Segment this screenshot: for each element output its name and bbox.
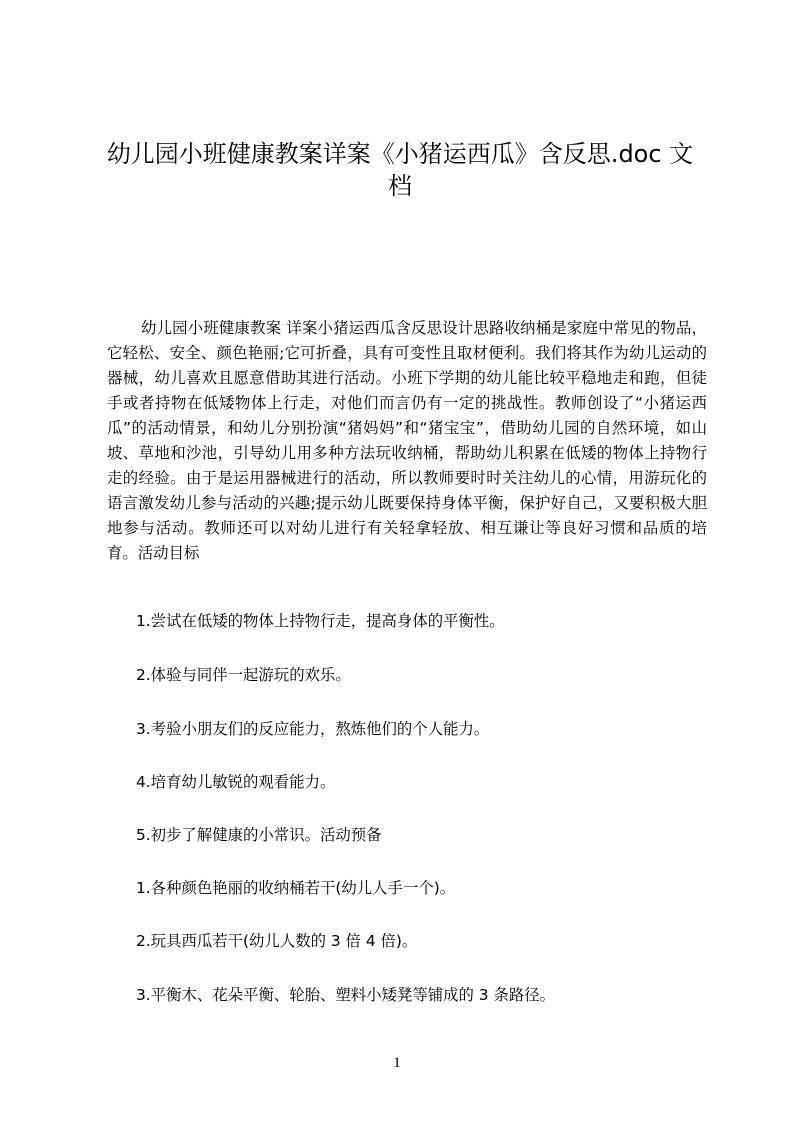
- intro-paragraph: 幼儿园小班健康教案 详案小猪运西瓜含反思设计思路收纳桶是家庭中常见的物品，它轻松、安全、颜色艳丽;它可折叠，具有可变性且取材便利。我们将其作为幼儿运动的器械，幼儿喜欢且愿意借助其进行活动。小班下学期的幼儿能比较平稳地走和跑，但徒手或者持物在低矮物体上行走，对他们而言仍有一定的挑战性。教师创设了“小猪运西瓜”的活动情景，和幼儿分别扮演“猪妈妈”和“猪宝宝”，借助幼儿园的自然环境，如山坡、草地和沙池，引导幼儿用多种方法玩收纳桶，帮助幼儿积累在低矮的物体上持物行走的经验。由于是运用器械进行的活动，所以教师要时时关注幼儿的心情，用游玩化的语言激发幼儿参与活动的兴趣;提示幼儿既要保持身体平衡，保护好自己，又要积极大胆地参与活动。教师还可以对幼儿进行有关轻拿轻放、相互谦让等良好习惯和品质的培育。活动目标: [107, 319, 707, 562]
- goal-item-4: 4.培育幼儿敏锐的观看能力。: [136, 773, 336, 791]
- goal-item-1: 1.尝试在低矮的物体上持物行走，提高身体的平衡性。: [136, 612, 505, 630]
- preparation-item-3: 3.平衡木、花朵平衡、轮胎、塑料小矮凳等铺成的 3 条路径。: [136, 986, 556, 1004]
- preparation-item-1: 1.各种颜色艳丽的收纳桶若干(幼儿人手一个)。: [136, 879, 456, 897]
- document-title: 幼儿园小班健康教案详案《小猪运西瓜》含反思.doc 文档: [106, 140, 694, 200]
- preparation-item-2: 2.玩具西瓜若干(幼儿人数的 3 倍 4 倍)。: [136, 932, 418, 950]
- goal-item-2: 2.体验与同伴一起游玩的欢乐。: [136, 666, 351, 684]
- goal-item-5: 5.初步了解健康的小常识。活动预备: [136, 826, 382, 844]
- goal-item-3: 3.考验小朋友们的反应能力，熬炼他们的个人能力。: [136, 720, 490, 738]
- page-number: 1: [393, 1055, 401, 1071]
